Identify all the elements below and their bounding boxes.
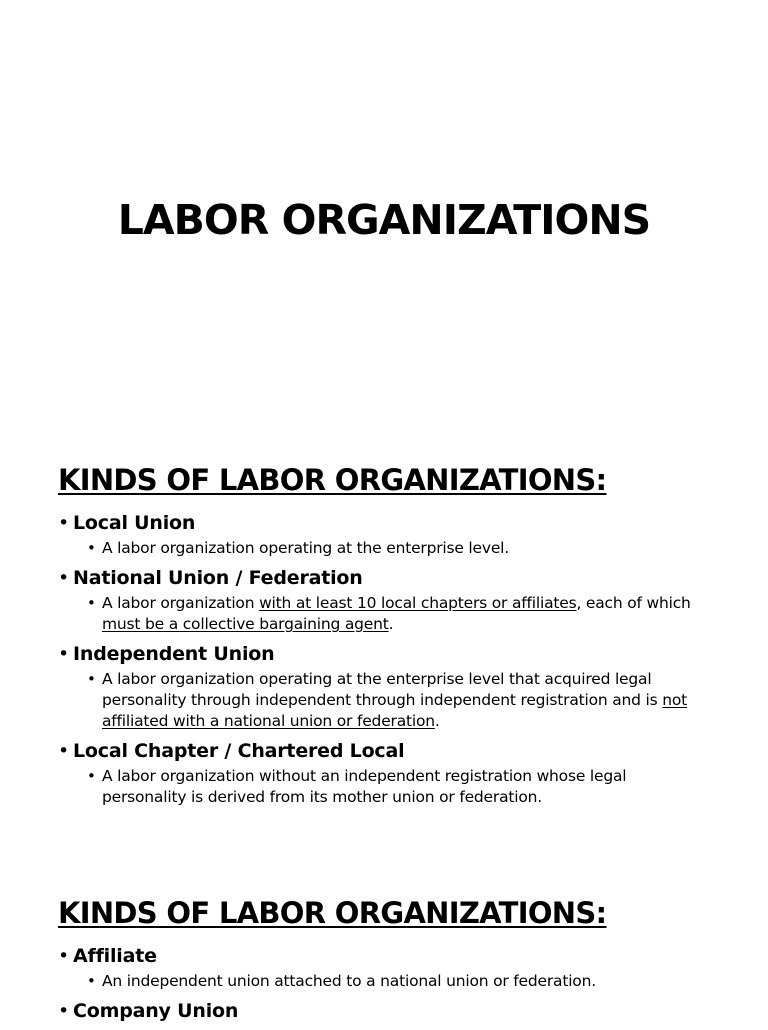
list-item-national-union (0, 565, 768, 635)
description-text: . (388, 615, 394, 633)
list-item-affiliate (0, 943, 768, 992)
list-item-local-union (0, 510, 768, 559)
item-description (73, 766, 768, 808)
bullet-icon: • (58, 512, 70, 534)
item-label: Local Chapter / Chartered Local (73, 740, 405, 762)
bullet-icon: • (58, 643, 70, 665)
item-description (73, 538, 768, 559)
list-item-independent-union (0, 641, 768, 732)
description-text: , each of which (576, 594, 691, 612)
slide-title: LABOR ORGANIZATIONS (117, 196, 651, 244)
slide-heading: KINDS OF LABOR ORGANIZATIONS: (58, 896, 607, 930)
description-text: A labor organization (102, 594, 260, 612)
bullet-icon: • (87, 972, 96, 990)
slide-heading: KINDS OF LABOR ORGANIZATIONS: (58, 463, 607, 497)
bullet-icon: • (58, 740, 70, 762)
description-text: A labor organization operating at the enterprise level that acquired legal personality through independent through independent registration and is (102, 670, 663, 709)
description-text: A labor organization operating at the enterprise level. (102, 539, 510, 557)
underlined-text: with at least 10 local chapters or affiliates (259, 594, 577, 612)
bullet-icon: • (58, 567, 70, 589)
item-description (73, 593, 768, 635)
description-text: . (434, 712, 440, 730)
kinds-slide-1 (0, 460, 768, 814)
item-label: Affiliate (73, 945, 157, 967)
underlined-text: not affiliated with a national union or federation (102, 691, 688, 730)
bullet-icon: • (87, 767, 96, 785)
item-label: Independent Union (73, 643, 275, 665)
list-item-company-union (0, 998, 768, 1024)
bullet-icon: • (58, 945, 70, 967)
item-label: National Union / Federation (73, 567, 363, 589)
description-text: An independent union attached to a national union or federation. (102, 972, 596, 990)
kinds-slide-2 (0, 893, 768, 1030)
bullet-icon: • (87, 594, 96, 612)
bullet-icon: • (87, 670, 96, 688)
item-description (73, 971, 768, 992)
item-description (73, 669, 768, 732)
bullet-icon: • (58, 1000, 70, 1022)
description-text: A labor organization without an independent registration whose legal personality is derived from its mother union or federation. (102, 767, 627, 806)
item-label: Company Union (73, 1000, 239, 1022)
list-item-local-chapter (0, 738, 768, 808)
title-slide (0, 0, 768, 432)
bullet-icon: • (87, 539, 96, 557)
underlined-text: must be a collective bargaining agent (102, 615, 389, 633)
kinds-list (0, 943, 768, 1024)
item-label: Local Union (73, 512, 196, 534)
kinds-list (0, 510, 768, 808)
